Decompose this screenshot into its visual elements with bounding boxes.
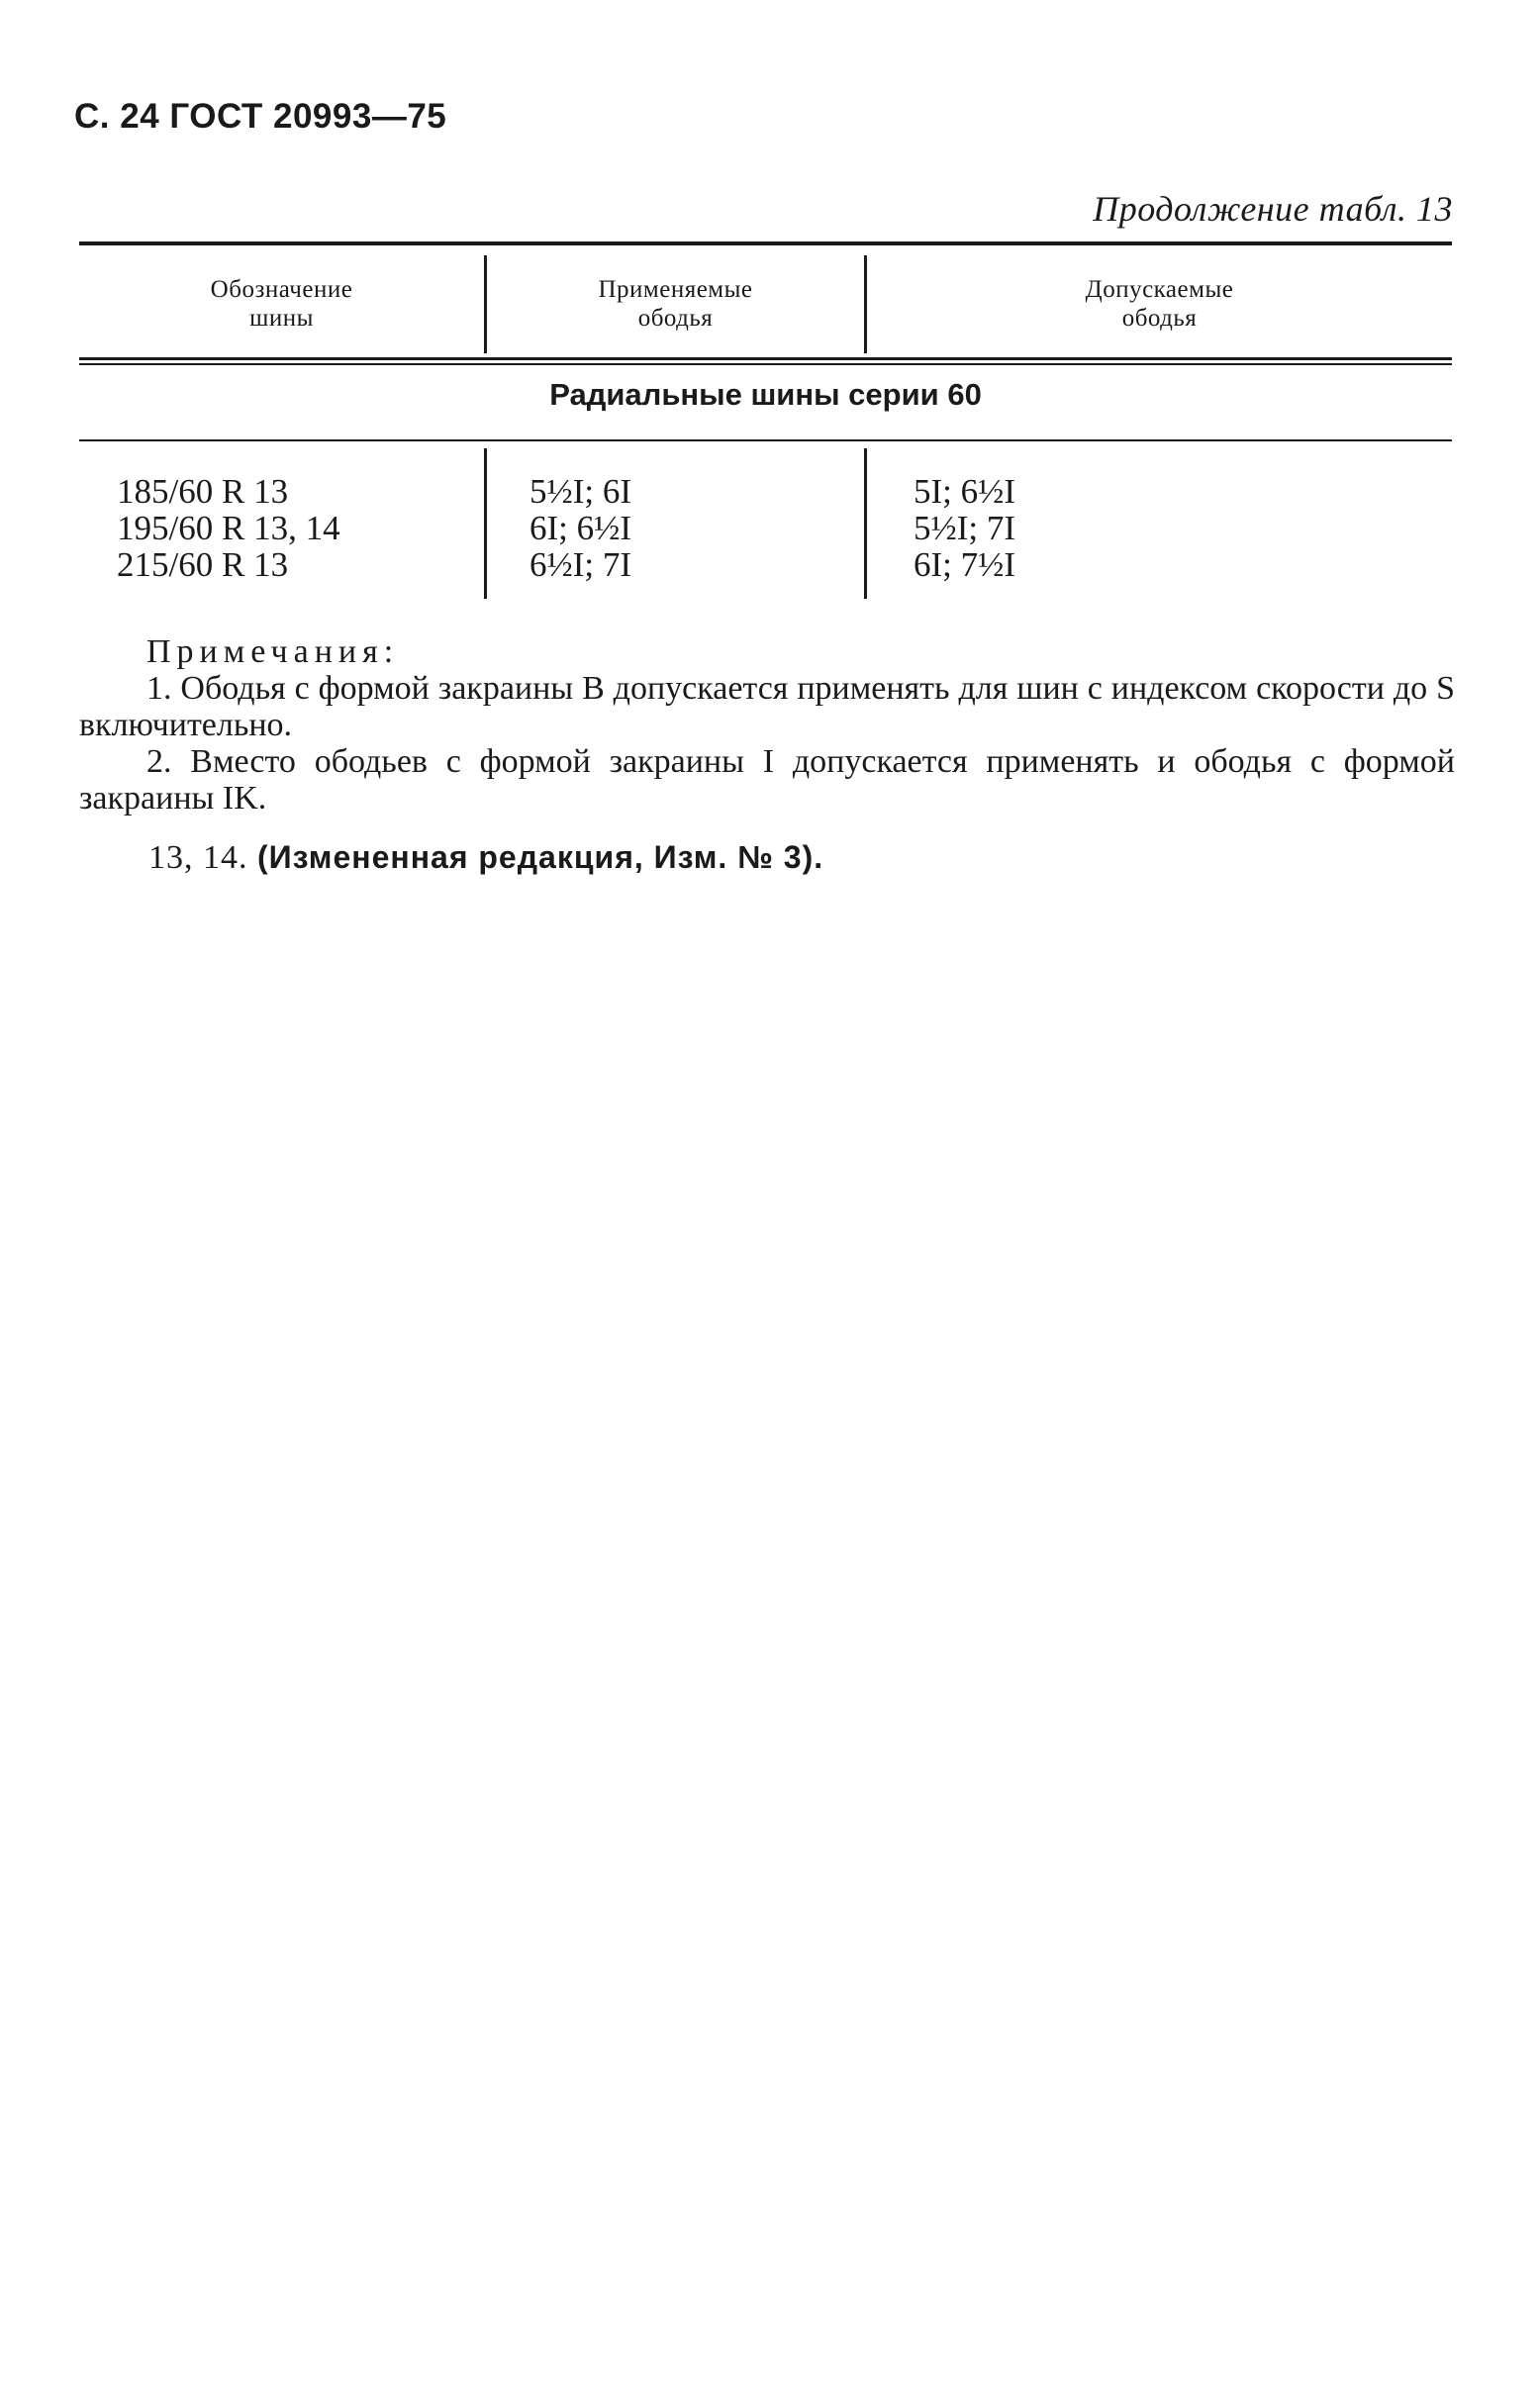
table-cell-permitted-rims: 5I; 6½I xyxy=(914,472,1016,511)
table-cell-tire: 185/60 R 13 xyxy=(117,472,289,511)
amendment-numbers: 13, 14. xyxy=(148,839,248,876)
header-bottom-rule-2 xyxy=(79,363,1452,365)
note-item: 2. Вместо ободьев с формой закраины I допускается применять и ободья с формой закраины IK. xyxy=(79,743,1455,817)
column-header-applied-rims xyxy=(487,275,864,333)
column-tire-values xyxy=(117,473,340,583)
amendment-note xyxy=(148,839,823,877)
column-header-tire-line1: Обозначение xyxy=(210,276,353,303)
notes-heading: Примечания: xyxy=(146,633,400,670)
table-cell-applied-rims: 6I; 6½I xyxy=(529,509,632,547)
page-header: С. 24 ГОСТ 20993—75 xyxy=(74,97,447,136)
table-cell-tire: 215/60 R 13 xyxy=(117,545,289,584)
column-header-applied-line2: ободья xyxy=(637,305,714,332)
table-cell-applied-rims: 5½I; 6I xyxy=(529,472,632,511)
table-cell-tire: 195/60 R 13, 14 xyxy=(117,509,340,547)
column-header-tire xyxy=(79,275,484,333)
table-cell-permitted-rims: 5½I; 7I xyxy=(914,509,1016,547)
column-header-applied-line1: Применяемые xyxy=(598,276,753,303)
note-item: 1. Ободья с формой закраины В допускается применять для шин с индексом скорости до S включительно. xyxy=(79,670,1455,743)
notes-block xyxy=(79,633,1455,817)
table-cell-permitted-rims: 6I; 7½I xyxy=(914,545,1016,584)
column-applied-values xyxy=(529,473,631,583)
column-header-permitted-line2: ободья xyxy=(1121,305,1198,332)
column-header-tire-line2: шины xyxy=(249,305,314,332)
body-separator-1 xyxy=(484,448,487,599)
table-top-rule xyxy=(79,241,1452,245)
header-bottom-rule-1 xyxy=(79,357,1452,360)
amendment-text: (Измененная редакция, Изм. № 3). xyxy=(257,839,824,875)
section-bottom-rule xyxy=(79,439,1452,441)
column-header-permitted-rims xyxy=(867,275,1452,333)
body-separator-2 xyxy=(864,448,867,599)
column-header-permitted-line1: Допускаемые xyxy=(1085,276,1234,303)
table-continuation-label: Продолжение табл. 13 xyxy=(1093,189,1453,229)
column-permitted-values xyxy=(914,473,1015,583)
table-cell-applied-rims: 6½I; 7I xyxy=(529,545,632,584)
section-title: Радиальные шины серии 60 xyxy=(549,377,982,412)
